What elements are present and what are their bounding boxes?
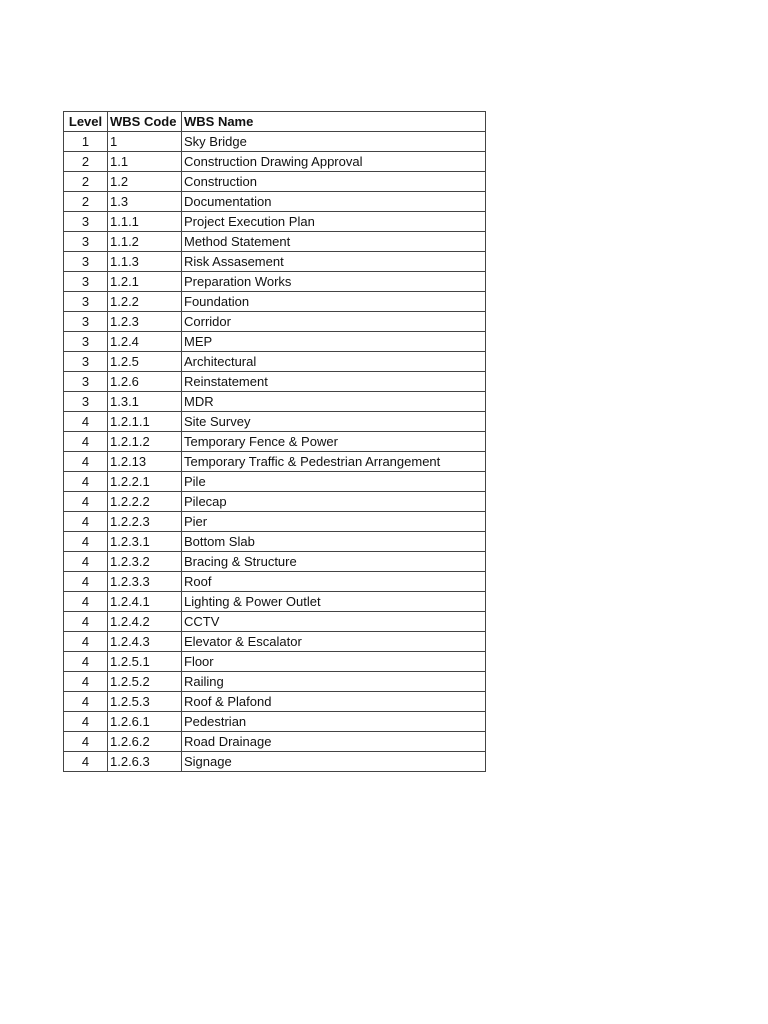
table-row — [64, 332, 486, 352]
cell-wbs-name: Sky Bridge — [182, 132, 486, 152]
cell-level: 3 — [64, 232, 108, 252]
table-row — [64, 352, 486, 372]
cell-wbs-name: Floor — [182, 652, 486, 672]
cell-level: 4 — [64, 572, 108, 592]
cell-wbs-code: 1.2.2.1 — [108, 472, 182, 492]
cell-wbs-name: Construction Drawing Approval — [182, 152, 486, 172]
cell-wbs-code: 1.2.6.3 — [108, 752, 182, 772]
table-row — [64, 512, 486, 532]
cell-wbs-name: Signage — [182, 752, 486, 772]
cell-level: 4 — [64, 472, 108, 492]
cell-wbs-name: Preparation Works — [182, 272, 486, 292]
cell-wbs-code: 1.1.2 — [108, 232, 182, 252]
table-row — [64, 632, 486, 652]
cell-level: 4 — [64, 412, 108, 432]
column-header-wbs-code: WBS Code — [108, 112, 182, 132]
cell-level: 4 — [64, 432, 108, 452]
table-row — [64, 132, 486, 152]
cell-wbs-name: Railing — [182, 672, 486, 692]
cell-wbs-code: 1.2.13 — [108, 452, 182, 472]
cell-level: 3 — [64, 272, 108, 292]
cell-wbs-code: 1.2.1.2 — [108, 432, 182, 452]
cell-wbs-code: 1.2.4.3 — [108, 632, 182, 652]
cell-wbs-code: 1.2.2.2 — [108, 492, 182, 512]
cell-level: 2 — [64, 172, 108, 192]
cell-wbs-code: 1.2.5.1 — [108, 652, 182, 672]
cell-wbs-name: Risk Assasement — [182, 252, 486, 272]
table-row — [64, 372, 486, 392]
table-row — [64, 672, 486, 692]
table-row — [64, 532, 486, 552]
cell-level: 3 — [64, 392, 108, 412]
cell-wbs-code: 1.2.3.1 — [108, 532, 182, 552]
cell-wbs-name: Temporary Fence & Power — [182, 432, 486, 452]
table-row — [64, 192, 486, 212]
cell-level: 2 — [64, 152, 108, 172]
cell-level: 4 — [64, 552, 108, 572]
table-row — [64, 712, 486, 732]
cell-level: 4 — [64, 632, 108, 652]
cell-wbs-code: 1.2.6.2 — [108, 732, 182, 752]
table-body — [64, 132, 486, 772]
cell-wbs-name: Roof & Plafond — [182, 692, 486, 712]
cell-wbs-code: 1.2.6.1 — [108, 712, 182, 732]
cell-level: 3 — [64, 252, 108, 272]
cell-wbs-name: Reinstatement — [182, 372, 486, 392]
cell-level: 4 — [64, 592, 108, 612]
cell-wbs-name: Pilecap — [182, 492, 486, 512]
cell-wbs-code: 1.2.6 — [108, 372, 182, 392]
cell-wbs-name: MEP — [182, 332, 486, 352]
cell-level: 4 — [64, 712, 108, 732]
cell-wbs-name: Elevator & Escalator — [182, 632, 486, 652]
cell-wbs-code: 1.2.1.1 — [108, 412, 182, 432]
table-row — [64, 392, 486, 412]
cell-level: 4 — [64, 532, 108, 552]
cell-wbs-code: 1.2.3 — [108, 312, 182, 332]
cell-wbs-name: MDR — [182, 392, 486, 412]
cell-wbs-name: Bottom Slab — [182, 532, 486, 552]
cell-level: 4 — [64, 752, 108, 772]
table-row — [64, 552, 486, 572]
cell-level: 4 — [64, 452, 108, 472]
cell-wbs-name: CCTV — [182, 612, 486, 632]
cell-level: 1 — [64, 132, 108, 152]
cell-wbs-code: 1.2 — [108, 172, 182, 192]
cell-level: 3 — [64, 312, 108, 332]
table-row — [64, 232, 486, 252]
cell-level: 4 — [64, 732, 108, 752]
cell-wbs-code: 1.2.5.3 — [108, 692, 182, 712]
table-row — [64, 172, 486, 192]
cell-wbs-name: Architectural — [182, 352, 486, 372]
cell-wbs-name: Temporary Traffic & Pedestrian Arrangement — [182, 452, 486, 472]
cell-wbs-code: 1.2.4.1 — [108, 592, 182, 612]
table-row — [64, 432, 486, 452]
cell-level: 4 — [64, 612, 108, 632]
cell-wbs-name: Method Statement — [182, 232, 486, 252]
cell-wbs-name: Pile — [182, 472, 486, 492]
table-row — [64, 252, 486, 272]
table-header-row — [64, 112, 486, 132]
cell-level: 2 — [64, 192, 108, 212]
table-row — [64, 212, 486, 232]
cell-wbs-code: 1 — [108, 132, 182, 152]
cell-level: 3 — [64, 372, 108, 392]
cell-wbs-code: 1.2.3.2 — [108, 552, 182, 572]
cell-wbs-name: Bracing & Structure — [182, 552, 486, 572]
cell-wbs-code: 1.2.2 — [108, 292, 182, 312]
wbs-sheet — [63, 111, 486, 772]
cell-wbs-name: Roof — [182, 572, 486, 592]
cell-wbs-code: 1.1 — [108, 152, 182, 172]
cell-level: 3 — [64, 212, 108, 232]
cell-wbs-name: Pier — [182, 512, 486, 532]
cell-level: 3 — [64, 352, 108, 372]
cell-wbs-code: 1.2.3.3 — [108, 572, 182, 592]
cell-wbs-name: Corridor — [182, 312, 486, 332]
cell-level: 4 — [64, 652, 108, 672]
cell-wbs-code: 1.2.4.2 — [108, 612, 182, 632]
cell-level: 3 — [64, 292, 108, 312]
cell-wbs-code: 1.2.2.3 — [108, 512, 182, 532]
cell-wbs-name: Lighting & Power Outlet — [182, 592, 486, 612]
cell-wbs-name: Pedestrian — [182, 712, 486, 732]
cell-wbs-name: Road Drainage — [182, 732, 486, 752]
table-row — [64, 732, 486, 752]
cell-wbs-name: Construction — [182, 172, 486, 192]
cell-level: 4 — [64, 692, 108, 712]
table-row — [64, 692, 486, 712]
table-row — [64, 612, 486, 632]
cell-wbs-code: 1.1.3 — [108, 252, 182, 272]
table-row — [64, 412, 486, 432]
cell-level: 4 — [64, 492, 108, 512]
table-row — [64, 472, 486, 492]
cell-wbs-code: 1.2.1 — [108, 272, 182, 292]
table-row — [64, 492, 486, 512]
column-header-wbs-name: WBS Name — [182, 112, 486, 132]
table-row — [64, 152, 486, 172]
cell-wbs-name: Documentation — [182, 192, 486, 212]
cell-level: 3 — [64, 332, 108, 352]
cell-level: 4 — [64, 672, 108, 692]
column-header-level: Level — [64, 112, 108, 132]
table-row — [64, 652, 486, 672]
cell-level: 4 — [64, 512, 108, 532]
cell-wbs-code: 1.2.4 — [108, 332, 182, 352]
cell-wbs-name: Project Execution Plan — [182, 212, 486, 232]
table-row — [64, 752, 486, 772]
cell-wbs-code: 1.3 — [108, 192, 182, 212]
wbs-table — [63, 111, 486, 772]
table-row — [64, 312, 486, 332]
cell-wbs-code: 1.3.1 — [108, 392, 182, 412]
table-row — [64, 572, 486, 592]
cell-wbs-code: 1.2.5.2 — [108, 672, 182, 692]
table-row — [64, 592, 486, 612]
cell-wbs-name: Foundation — [182, 292, 486, 312]
cell-wbs-code: 1.1.1 — [108, 212, 182, 232]
table-row — [64, 292, 486, 312]
cell-wbs-name: Site Survey — [182, 412, 486, 432]
table-row — [64, 452, 486, 472]
cell-wbs-code: 1.2.5 — [108, 352, 182, 372]
table-row — [64, 272, 486, 292]
